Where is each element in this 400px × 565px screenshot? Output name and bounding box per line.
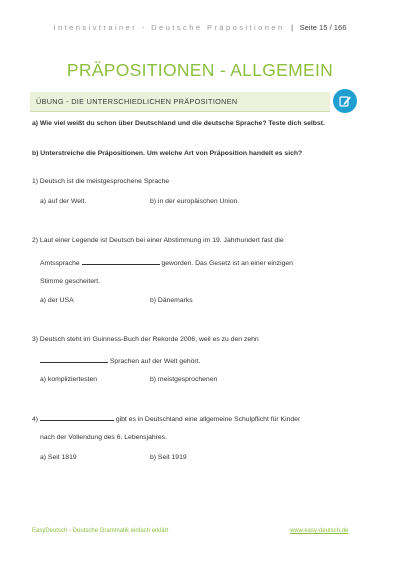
question-3-option-b: b) meistgesprochenen xyxy=(150,376,218,383)
pencil-note-icon xyxy=(333,89,357,113)
question-4-line-1-rest: gibt es in Deutschland eine allgemeine Schulpflicht für Kinder xyxy=(115,416,301,423)
question-4-option-b: b) Seit 1919 xyxy=(150,454,187,461)
section-heading-bar xyxy=(30,92,330,112)
question-2-line-2 xyxy=(40,258,293,267)
question-1-option-b: b) in der europäischen Union. xyxy=(150,198,240,205)
answer-blank[interactable] xyxy=(82,258,160,265)
question-3-line-1: 3) Deutsch steht im Guinness-Buch der Rekorde 2006, weil es zu den zehn xyxy=(32,336,259,343)
question-2-option-a: a) der USA xyxy=(40,297,74,304)
answer-blank[interactable] xyxy=(40,414,114,421)
question-2-line-3: Stimme gescheitert. xyxy=(40,278,101,285)
question-4-line-1 xyxy=(32,414,300,423)
question-3-line-2 xyxy=(40,356,200,365)
answer-blank[interactable] xyxy=(40,356,108,363)
page-title: PRÄPOSITIONEN - ALLGEMEIN xyxy=(66,60,334,80)
question-4-prefix: 4) xyxy=(32,416,39,423)
question-2-option-b: b) Dänemarks xyxy=(150,297,193,304)
question-3-line-2-rest: Sprachen auf der Welt gehört. xyxy=(109,358,201,365)
question-2-line-2-rest: geworden. Das Gesetz ist an einer einzigen xyxy=(161,260,293,267)
instruction-b: b) Unterstreiche die Präpositionen. Um welche Art von Präposition handelt es sich? xyxy=(32,150,303,157)
question-2-line-1: 2) Laut einer Legende ist Deutsch bei einer Abstimmung im 19. Jahrhundert fast die xyxy=(32,237,284,244)
question-1-text: 1) Deutsch ist die meistgesprochene Sprache xyxy=(32,178,170,185)
question-4-line-2: nach der Vollendung des 6. Lebensjahres. xyxy=(40,434,167,441)
question-4-option-a: a) Seit 1819 xyxy=(40,454,77,461)
instruction-a: a) Wie viel weißt du schon über Deutschland und die deutsche Sprache? Teste dich selbst. xyxy=(32,120,325,127)
question-3-option-a: a) kompliziertesten xyxy=(40,376,98,383)
header-series: Intensivtrainer - Deutsche Präpositionen xyxy=(53,23,285,32)
footer-tagline: EasyDeutsch - Deutsche Grammatik einfach erklärt xyxy=(32,528,169,534)
question-2-line-2-prefix: Amtssprache xyxy=(40,260,80,267)
header-separator: | xyxy=(291,23,294,32)
section-heading: ÜBUNG - DIE UNTERSCHIEDLICHEN PRÄPOSITIONEN xyxy=(36,97,238,106)
question-1-option-a: a) auf der Welt. xyxy=(40,198,87,205)
page-header xyxy=(0,23,400,32)
footer-website-link[interactable]: www.easy-deutsch.de xyxy=(290,528,349,534)
header-page-number: Seite 15 / 166 xyxy=(299,23,347,32)
